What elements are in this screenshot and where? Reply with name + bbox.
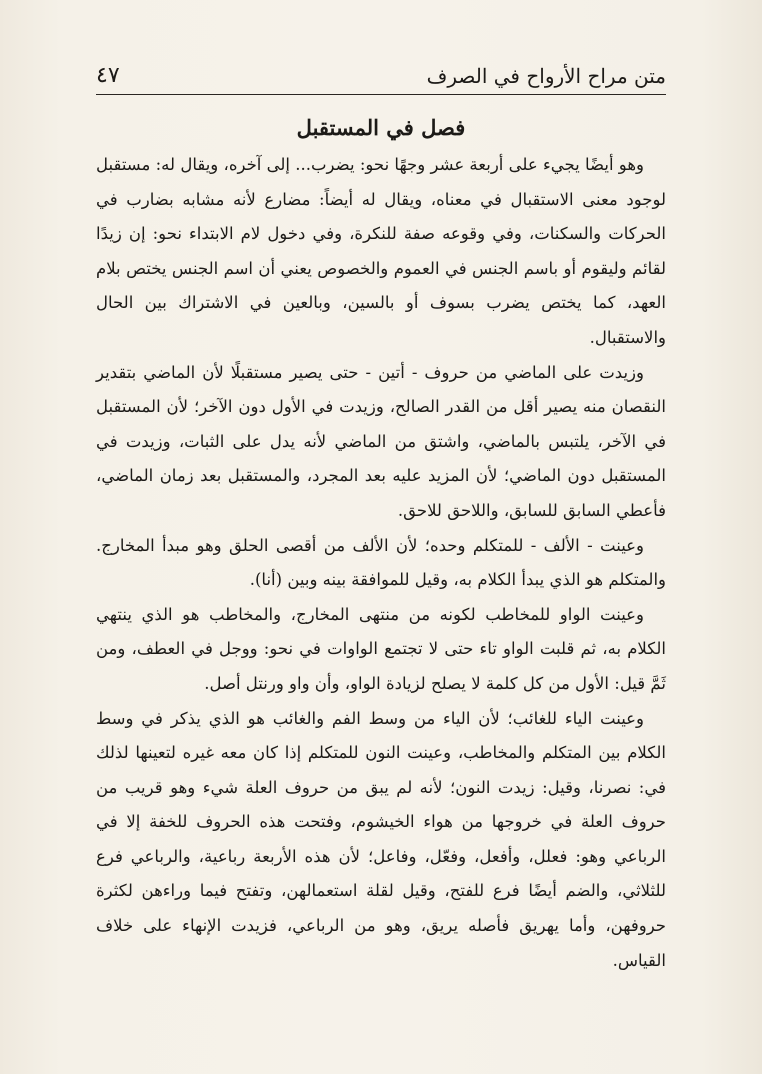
paragraph: وعينت الياء للغائب؛ لأن الياء من وسط الفم والغائب هو الذي يذكر في وسط الكلام بين المتكلم والمخاطب، وعينت النون للمتكلم إذا كان معه غيره لتعينها لذلك في: نصرنا، وقيل: زيدت النون؛ لأنه لم يبق من حروف العلة شيء وهو قريب من حروف العلة في خروجها من هواء الخيشوم، وفتحت هذه الحروف للخفة إلا في الرباعي وهو: فعلل، وأفعل، وفعّل، وفاعل؛ لأن هذه الأربعة رباعية، والرباعي فرع للثلاثي، والضم أيضًا فرع للفتح، وقيل لقلة استعمالهن، وتفتح فيما وراءهن لكثرة حروفهن، وأما يهريق فأصله يريق، وهو من الرباعي، فزيدت الإنهاء على خلاف القياس. — [96, 708, 666, 970]
section-heading: فصل في المستقبل — [296, 115, 466, 140]
body-text — [96, 148, 666, 978]
paragraph: وهو أيضًا يجيء على أربعة عشر وجهًا نحو: يضرب... إلى آخره، ويقال له: مستقبل لوجود معنى الاستقبال في معناه، ويقال له أيضاً: مضارع لأنه مشابه بضارب في الحركات والسكنات، وفي وقوعه صفة للنكرة، وفي دخول لام الابتداء نحو: إن زيدًا لقائم وليقوم أو باسم الجنس في العموم والخصوص يعني أن اسم الجنس يختص بلام العهد، كما يختص يضرب بسوف أو بالسين، وبالعين في الاشتراك بين الحال والاستقبال. — [96, 155, 666, 347]
running-head — [96, 58, 666, 95]
paragraph: وزيدت على الماضي من حروف - أتين - حتى يصير مستقبلًا لأن الماضي بتقدير النقصان منه يصير أقل من القدر الصالح، وزيدت في الأول دون الآخر؛ لأن المستقبل في الآخر، يلتبس بالماضي، واشتق من الماضي لأنه يدل على الثبات، وزيدت في المستقبل دون الماضي؛ لأن المزيد عليه بعد المجرد، والمستقبل بعد زمان الماضي، فأعطي السابق للسابق، واللاحق للاحق. — [96, 362, 666, 520]
paragraph: وعينت الواو للمخاطب لكونه من منتهى المخارج، والمخاطب هو الذي ينتهي الكلام به، ثم قلبت الواو تاء حتى لا تجتمع الواوات في نحو: ووجل في العطف، ومن ثَمَّ قيل: الأول من كل كلمة لا يصلح لزيادة الواو، وأن واو ورنتل أصل. — [96, 604, 666, 693]
paragraph: وعينت - الألف - للمتكلم وحده؛ لأن الألف من أقصى الحلق وهو مبدأ المخارج. والمتكلم هو الذي يبدأ الكلام به، وقيل للموافقة بينه وبين (أنا). — [96, 535, 666, 590]
page-number: ٤٧ — [96, 63, 120, 88]
running-title: متن مراح الأرواح في الصرف — [426, 64, 666, 88]
